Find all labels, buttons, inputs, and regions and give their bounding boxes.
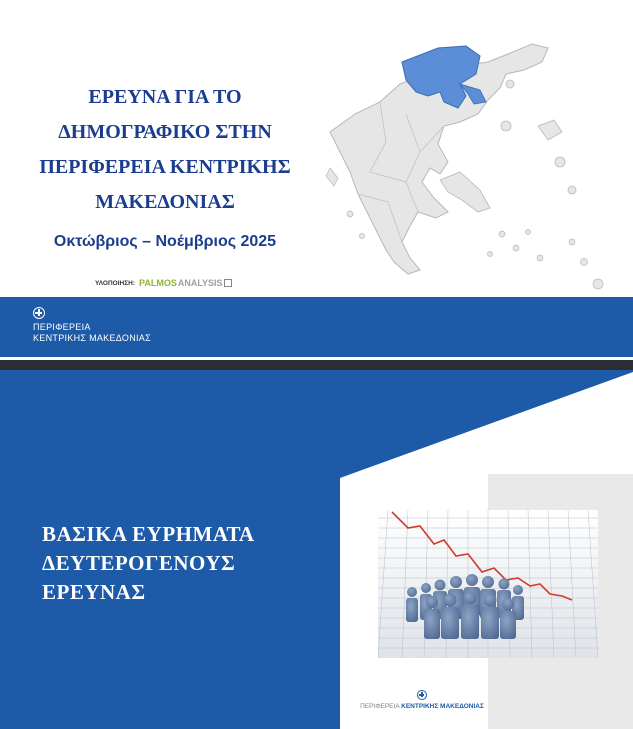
brand-box-icon (224, 279, 232, 287)
greece-map-icon (310, 22, 610, 342)
survey-title-line: ΕΡΕΥΝΑ ΓΙΑ ΤΟ (88, 86, 242, 108)
footer-region-label: ΠΕΡΙΦΕΡΕΙΑ (360, 703, 400, 710)
brand-name-part1: PALMOS (138, 278, 177, 288)
declining-population-graphic-icon (378, 510, 598, 658)
footer-region-logo (356, 690, 488, 710)
survey-title-line: ΠΕΡΙΦΕΡΕΙΑ ΚΕΝΤΡΙΚΗΣ (39, 156, 291, 178)
survey-title-line: ΜΑΚΕΔΟΝΙΑΣ (95, 191, 235, 213)
section-title-line: ΔΕΥΤΕΡΟΓΕΝΟΥΣ (42, 551, 236, 575)
palmos-logo-icon (139, 278, 232, 288)
region-name-line2: ΚΕΝΤΡΙΚΗΣ ΜΑΚΕΔΟΝΙΑΣ (33, 333, 151, 343)
region-name-line1: ΠΕΡΙΦΕΡΕΙΑ (33, 322, 91, 332)
section-title (42, 520, 255, 607)
region-emblem-icon (33, 307, 45, 319)
footer-region-name: ΚΕΝΤΡΙΚΗΣ ΜΑΚΕΔΟΝΙΑΣ (401, 703, 484, 710)
implementation-credit (95, 278, 232, 288)
survey-date: Οκτώβριος – Νοέμβριος 2025 (53, 233, 277, 250)
slide-divider (0, 360, 633, 370)
section-title-line: ΕΡΕΥΝΑΣ (42, 580, 146, 604)
section-slide (0, 370, 633, 729)
credit-label: ΥΛΟΠΟΙΗΣΗ: (95, 279, 135, 287)
survey-title-line: ΔΗΜΟΓΡΑΦΙΚΟ ΣΤΗΝ (58, 121, 272, 143)
region-logo (33, 307, 151, 344)
brand-name-part2: ANALYSIS (177, 278, 223, 288)
section-title-line: ΒΑΣΙΚΑ ΕΥΡΗΜΑΤΑ (42, 522, 255, 546)
survey-title (20, 80, 310, 220)
cover-slide (0, 0, 633, 360)
footer-emblem-icon (417, 690, 427, 700)
